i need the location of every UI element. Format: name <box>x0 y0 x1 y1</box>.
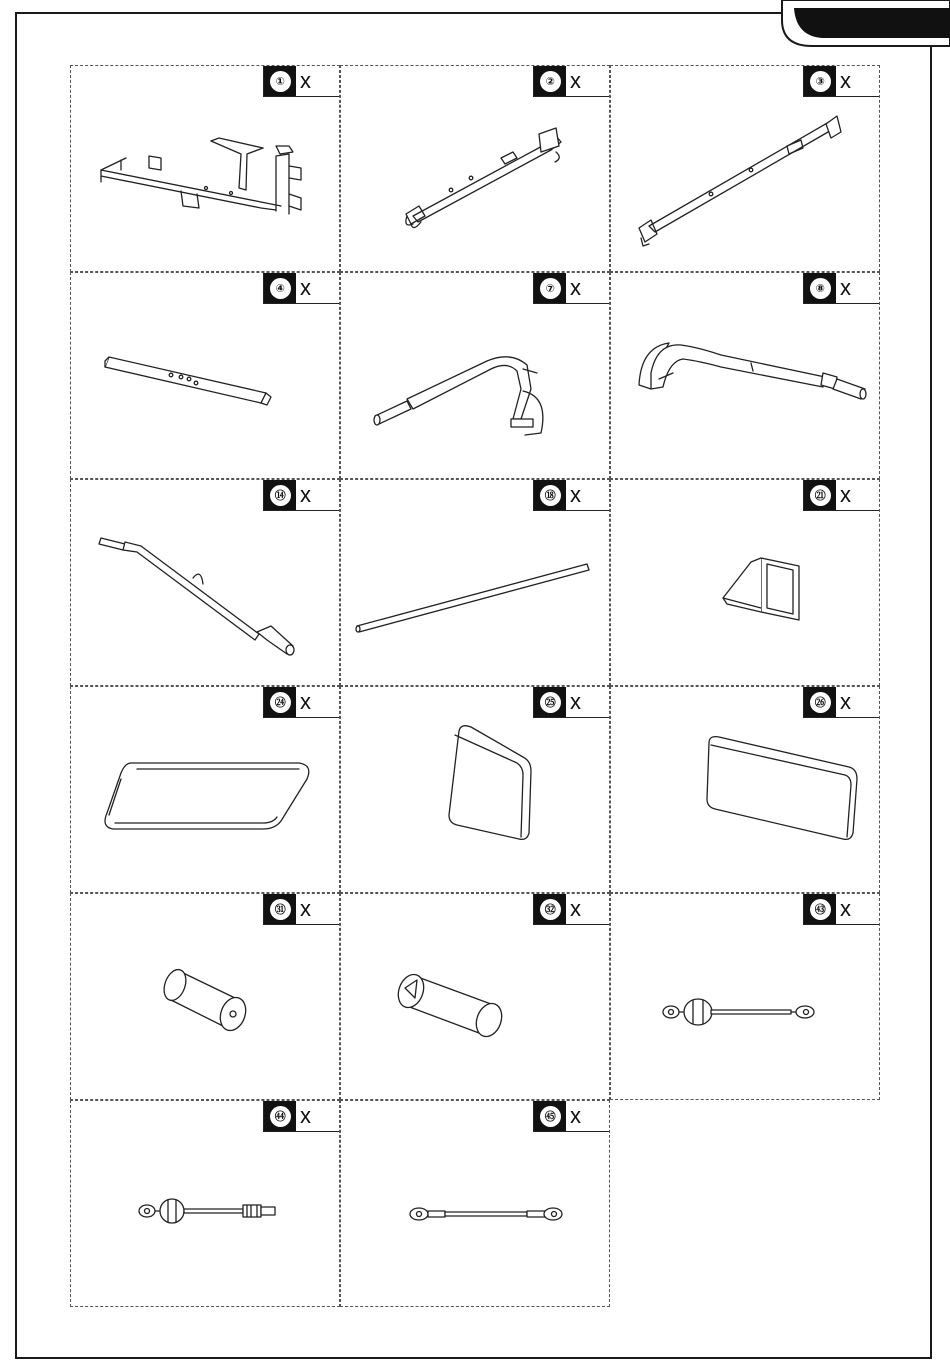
part-label <box>533 66 609 97</box>
cable-ball-icon <box>611 894 881 1101</box>
part-label <box>803 894 879 925</box>
part-label <box>803 687 879 718</box>
part-number-badge: ㊸ <box>810 899 831 920</box>
part-quantity: x <box>570 689 581 714</box>
part-number-badge: ㉕ <box>540 692 561 713</box>
part-number-badge: ㉜ <box>540 899 561 920</box>
part-cell-21 <box>610 479 880 686</box>
part-cell-43 <box>610 893 880 1100</box>
part-number-badge: ㉑ <box>810 485 831 506</box>
part-cell-3 <box>610 65 880 272</box>
part-number-badge: ④ <box>270 278 291 299</box>
part-cell-25 <box>340 686 610 893</box>
bent-bar-icon <box>71 480 341 687</box>
cable-ball-clip-icon <box>71 1101 341 1308</box>
right-rail-icon <box>611 66 881 273</box>
part-label <box>263 273 339 304</box>
part-label <box>263 480 339 511</box>
part-quantity: x <box>300 1103 311 1128</box>
curved-arm-right-icon <box>611 273 881 480</box>
part-cell-2 <box>340 65 610 272</box>
end-cap-icon <box>611 480 881 687</box>
cable-short-icon <box>341 1101 611 1308</box>
part-quantity: x <box>300 275 311 300</box>
back-pad-upright-icon <box>341 687 611 894</box>
part-cell-8 <box>610 272 880 479</box>
part-number-badge: ② <box>540 71 561 92</box>
part-quantity: x <box>300 68 311 93</box>
part-label <box>263 66 339 97</box>
part-number-badge: ③ <box>810 71 831 92</box>
part-quantity: x <box>570 1103 581 1128</box>
seat-pad-icon <box>71 687 341 894</box>
part-quantity: x <box>570 896 581 921</box>
part-number-badge: ① <box>270 71 291 92</box>
part-number-badge: ⑦ <box>540 278 561 299</box>
part-cell-18 <box>340 479 610 686</box>
part-label <box>803 66 879 97</box>
part-cell-4 <box>70 272 340 479</box>
part-number-badge: ⑱ <box>540 485 561 506</box>
part-cell-44 <box>70 1100 340 1307</box>
part-label <box>533 894 609 925</box>
foam-roller-icon <box>71 894 341 1101</box>
part-quantity: x <box>840 689 851 714</box>
part-label <box>263 687 339 718</box>
part-label <box>533 480 609 511</box>
part-label <box>803 480 879 511</box>
part-cell-24 <box>70 686 340 893</box>
part-label <box>263 1101 339 1132</box>
part-number-badge: ㊹ <box>270 1106 291 1127</box>
part-cell-14 <box>70 479 340 686</box>
part-cell-1 <box>70 65 340 272</box>
part-number-badge: ㉔ <box>270 692 291 713</box>
part-label <box>533 687 609 718</box>
part-quantity: x <box>300 896 311 921</box>
square-tube-icon <box>71 273 341 480</box>
part-label <box>803 273 879 304</box>
part-label <box>533 273 609 304</box>
part-number-badge: ⑭ <box>270 485 291 506</box>
part-cell-26 <box>610 686 880 893</box>
part-cell-45 <box>340 1100 610 1307</box>
part-cell-7 <box>340 272 610 479</box>
foam-roller-open-icon <box>341 894 611 1101</box>
parts-grid <box>70 65 880 1308</box>
part-number-badge: ㉖ <box>810 692 831 713</box>
part-number-badge: ㉛ <box>270 899 291 920</box>
part-quantity: x <box>300 689 311 714</box>
back-pad-icon <box>611 687 881 894</box>
part-number-badge: ⑧ <box>810 278 831 299</box>
part-label <box>533 1101 609 1132</box>
long-rod-icon <box>341 480 611 687</box>
left-rail-icon <box>341 66 611 273</box>
part-quantity: x <box>570 68 581 93</box>
part-quantity: x <box>300 482 311 507</box>
part-quantity: x <box>840 68 851 93</box>
part-number-badge: ㊺ <box>540 1106 561 1127</box>
part-quantity: x <box>570 275 581 300</box>
corner-tab <box>778 0 950 50</box>
part-cell-31 <box>70 893 340 1100</box>
main-frame-icon <box>71 66 341 273</box>
part-cell-32 <box>340 893 610 1100</box>
part-quantity: x <box>840 896 851 921</box>
part-quantity: x <box>570 482 581 507</box>
curved-arm-left-icon <box>341 273 611 480</box>
part-quantity: x <box>840 275 851 300</box>
part-quantity: x <box>840 482 851 507</box>
part-label <box>263 894 339 925</box>
